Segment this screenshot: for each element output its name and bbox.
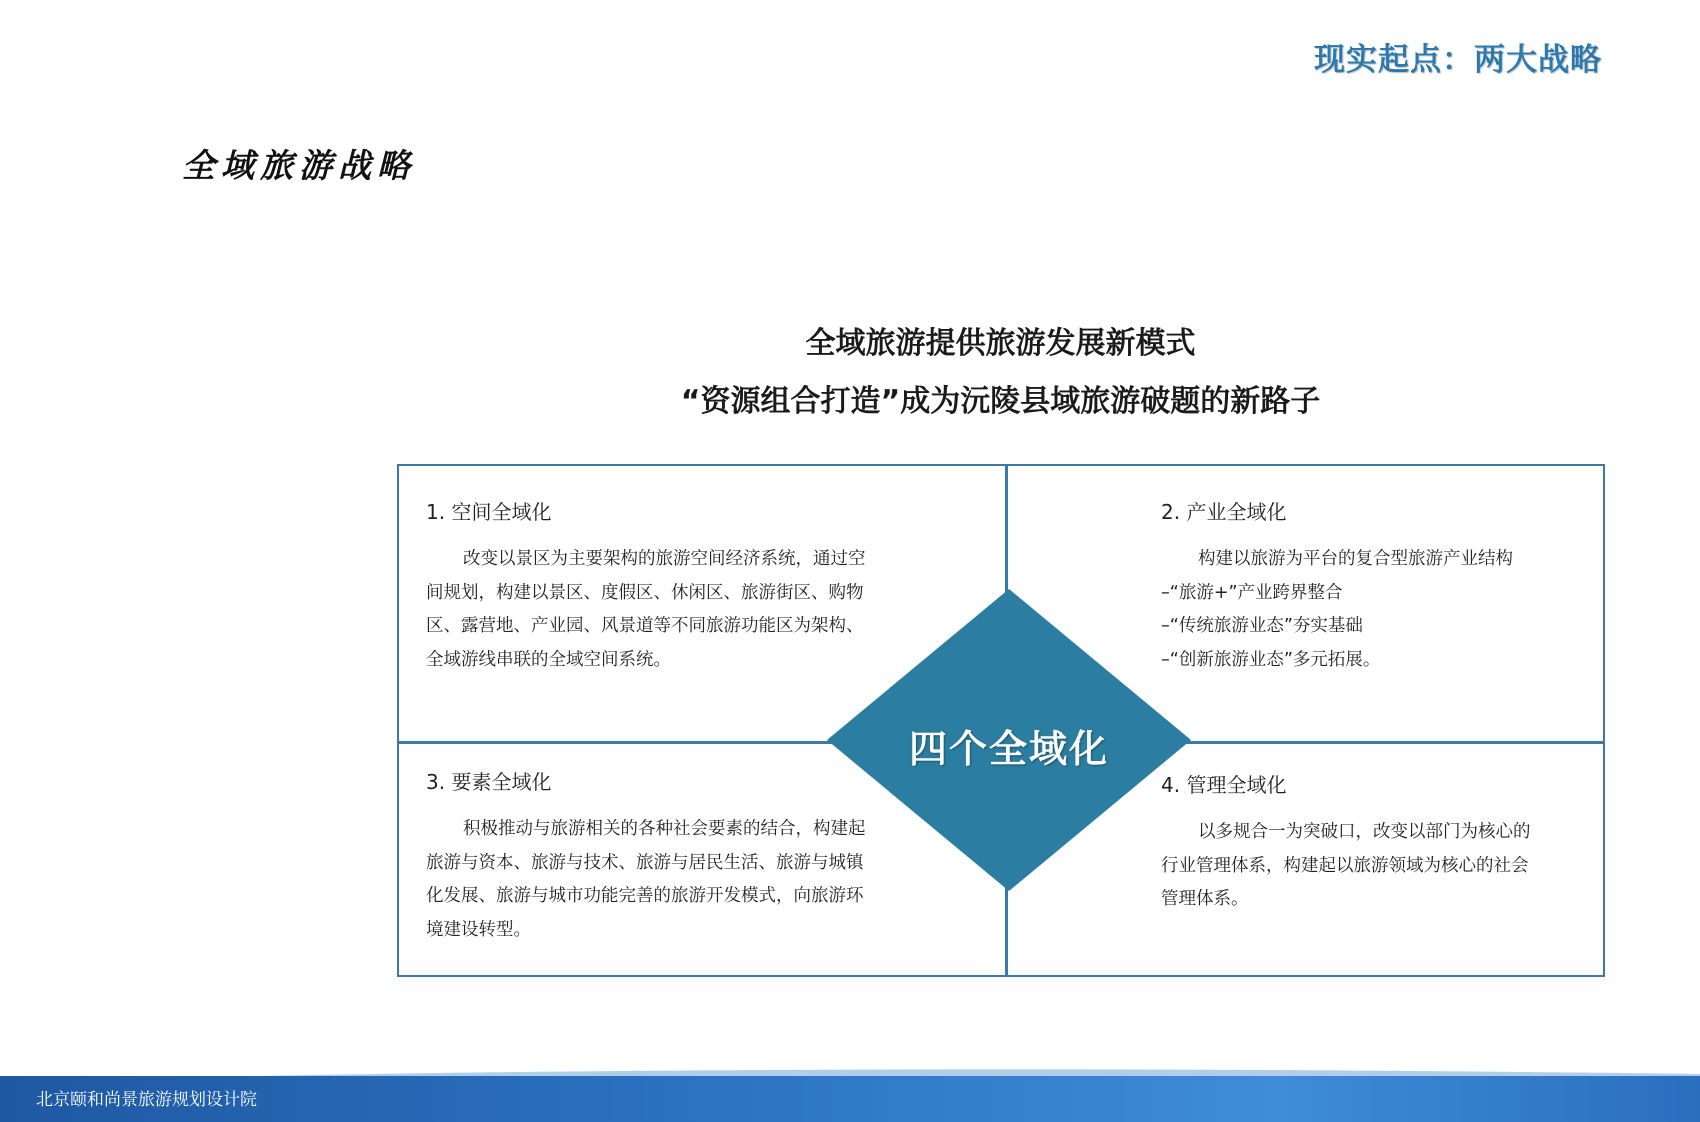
body-line: –“旅游+”产业跨界整合 — [1161, 582, 1343, 603]
quadrant-elements — [426, 766, 866, 947]
body-line: 积极推动与旅游相关的各种社会要素的结合，构建起 — [463, 819, 866, 839]
quadrant-management — [1161, 769, 1581, 917]
headline-line-2: “资源组合打造”成为沅陵县域旅游破题的新路子 — [680, 384, 1321, 419]
body-line: –“传统旅游业态”夯实基础 — [1161, 616, 1363, 636]
body-line: 构建以旅游为平台的复合型旅游产业结构 — [1198, 549, 1513, 569]
quadrant-body — [1161, 543, 1581, 677]
body-line: 管理体系。 — [1161, 889, 1249, 909]
section-title: 全域旅游战略 — [182, 146, 416, 185]
body-line: 以多规合一为突破口，改变以部门为核心的 — [1198, 822, 1531, 842]
body-line: 间规划，构建以景区、度假区、休闲区、旅游街区、购物 — [426, 582, 864, 603]
body-line: 全域游线串联的全域空间系统。 — [426, 649, 671, 670]
body-line: 改变以景区为主要架构的旅游空间经济系统，通过空 — [463, 549, 866, 569]
body-line: 境建设转型。 — [426, 919, 531, 940]
quadrant-title: 4. 管理全域化 — [1161, 773, 1287, 797]
quadrant-body — [426, 813, 866, 947]
footer-bar — [0, 1076, 1700, 1122]
quadrant-body — [426, 543, 866, 677]
quadrant-space — [426, 496, 866, 677]
quadrant-industry — [1161, 496, 1581, 677]
body-line: 旅游与资本、旅游与技术、旅游与居民生活、旅游与城镇 — [426, 852, 864, 873]
body-line: –“创新旅游业态”多元拓展。 — [1161, 649, 1381, 670]
body-line: 行业管理体系，构建起以旅游领域为核心的社会 — [1161, 855, 1529, 876]
quadrant-title: 2. 产业全域化 — [1161, 500, 1287, 524]
body-line: 化发展、旅游与城市功能完善的旅游开发模式，向旅游环 — [426, 886, 864, 906]
header-title: 现实起点：两大战略 — [1314, 42, 1602, 78]
center-label: 四个全域化 — [908, 727, 1109, 771]
headline-line-1: 全域旅游提供旅游发展新模式 — [805, 326, 1196, 361]
quadrant-title: 1. 空间全域化 — [426, 500, 552, 524]
quadrant-body — [1161, 816, 1581, 917]
body-line: 区、露营地、产业园、风景道等不同旅游功能区为架构、 — [426, 616, 864, 636]
quadrant-title: 3. 要素全域化 — [426, 770, 552, 794]
footer-organization: 北京颐和尚景旅游规划设计院 — [36, 1090, 257, 1110]
